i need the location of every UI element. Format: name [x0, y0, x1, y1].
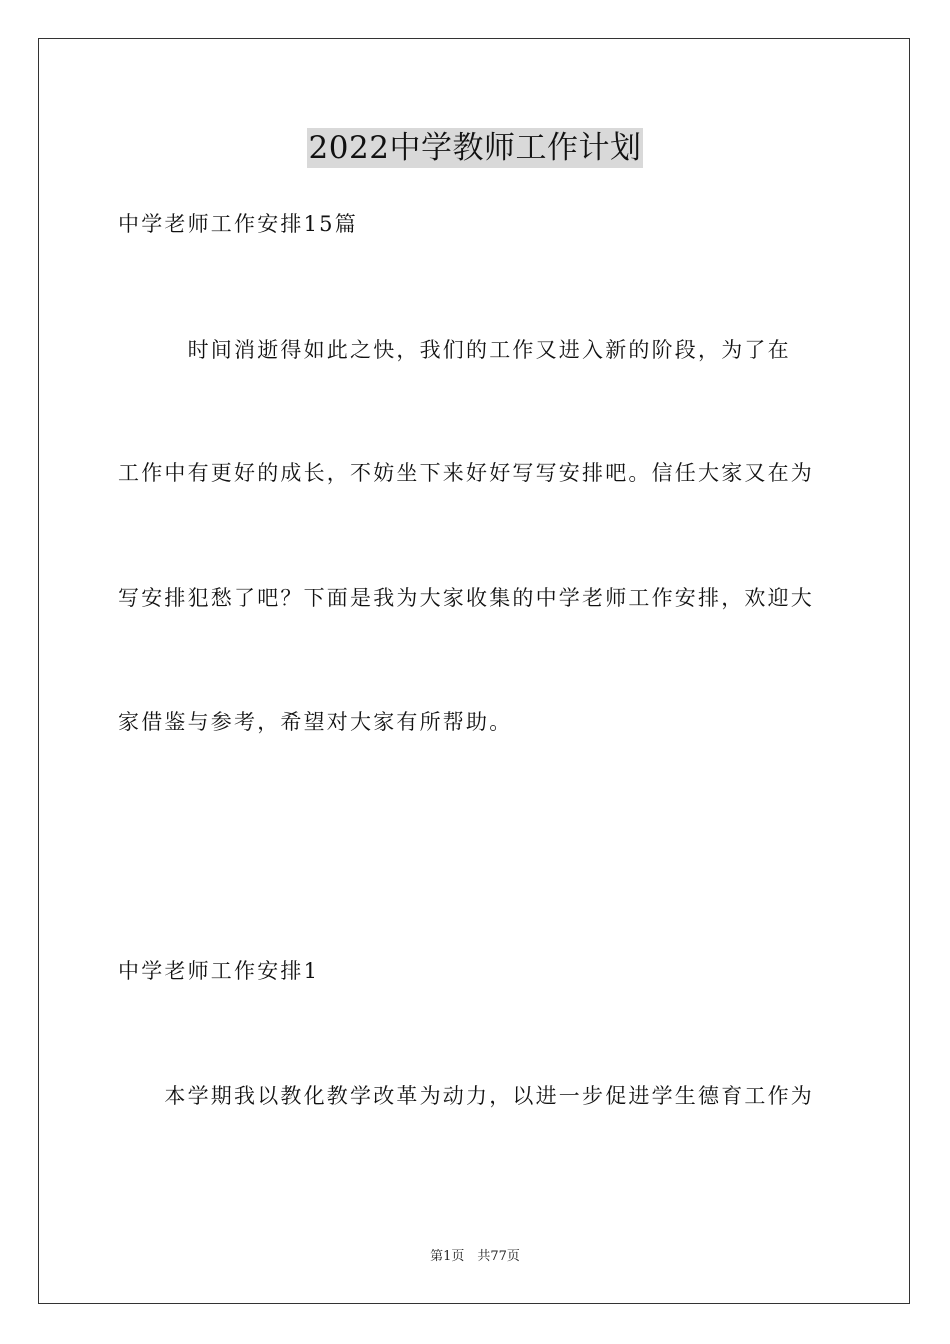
- section-paragraph-line: 本学期我以教化教学改革为动力，以进一步促进学生德育工作为: [118, 1084, 814, 1108]
- intro-line-2: 工作中有更好的成长，不妨坐下来好好写写安排吧。信任大家又在为: [118, 461, 814, 485]
- section-heading: 中学老师工作安排1: [118, 959, 320, 983]
- page-footer: 第1页 共77页: [430, 1249, 520, 1264]
- title-container: [0, 128, 950, 168]
- intro-line-3: 写安排犯愁了吧？下面是我为大家收集的中学老师工作安排，欢迎大: [118, 586, 814, 610]
- document-subtitle: 中学老师工作安排15篇: [118, 212, 358, 236]
- intro-line-4: 家借鉴与参考，希望对大家有所帮助。: [118, 710, 513, 734]
- document-title: 2022中学教师工作计划: [308, 130, 642, 166]
- intro-line-1: 时间消逝得如此之快，我们的工作又进入新的阶段，为了在: [118, 338, 791, 362]
